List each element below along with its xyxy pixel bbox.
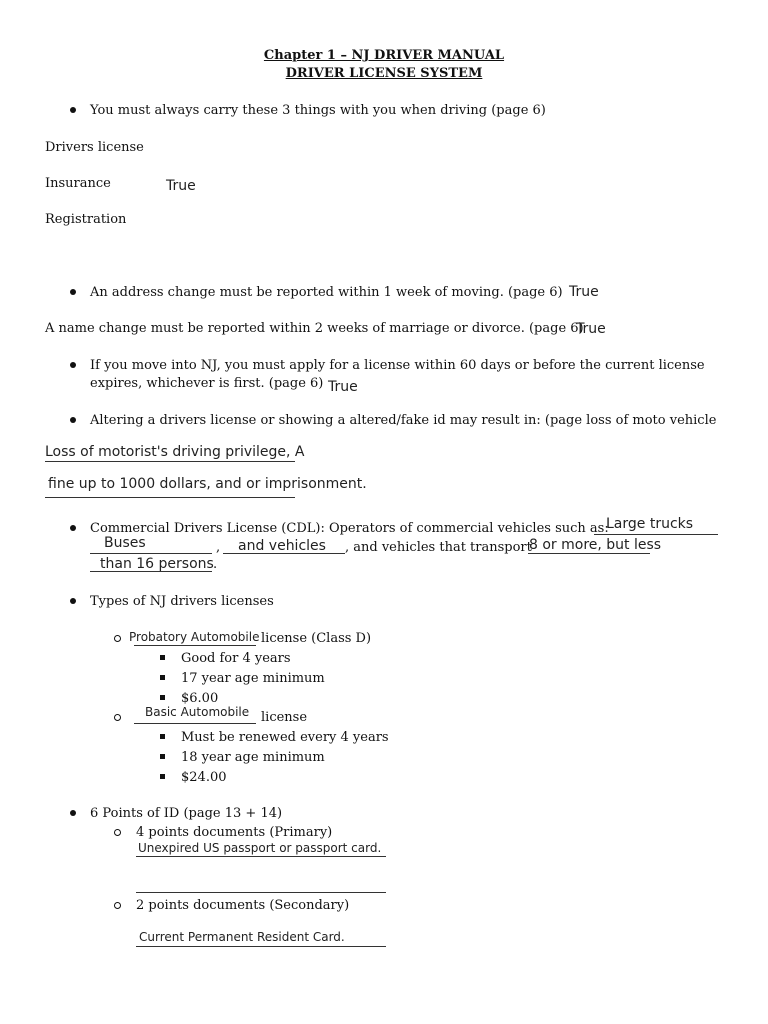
square-bullet-icon [160, 655, 165, 660]
bullet-icon [70, 417, 76, 423]
probatory-detail: $6.00 [181, 691, 219, 706]
probatory-detail: 17 year age minimum [181, 671, 325, 686]
question-name-change: A name change must be reported within 2 weeks of marriage or divorce. (page 6) [45, 321, 584, 336]
square-bullet-icon [160, 734, 165, 739]
basic-detail: Must be renewed every 4 years [181, 730, 389, 745]
license-types-heading: Types of NJ drivers licenses [90, 594, 274, 609]
answer-underline [45, 461, 295, 462]
four-points-label: 4 points documents (Primary) [136, 825, 333, 840]
answer-name-change[interactable]: True [576, 321, 606, 337]
square-bullet-icon [160, 695, 165, 700]
answer-basic-license[interactable]: Basic Automobile [145, 705, 250, 719]
basic-detail: 18 year age minimum [181, 750, 325, 765]
circle-bullet-icon [114, 902, 121, 909]
square-bullet-icon [160, 754, 165, 759]
page-subtitle: DRIVER LICENSE SYSTEM [285, 66, 483, 81]
probatory-license-label: license (Class D) [261, 631, 372, 646]
answer-cdl-vehicles[interactable]: and vehicles [238, 538, 326, 554]
points-of-id-heading: 6 Points of ID (page 13 + 14) [90, 806, 283, 821]
bullet-icon [70, 525, 76, 531]
carry-item-insurance: Insurance [45, 176, 111, 191]
answer-underline [136, 946, 386, 947]
answer-underline [90, 553, 212, 554]
carry-item-license: Drivers license [45, 140, 144, 155]
question-address-change: An address change must be reported within 1 week of moving. (page 6) [90, 285, 563, 300]
bullet-icon [70, 810, 76, 816]
basic-detail: $24.00 [181, 770, 227, 785]
circle-bullet-icon [114, 714, 121, 721]
answer-underline [45, 497, 295, 498]
answer-altering-license-line2[interactable]: fine up to 1000 dollars, and or imprisonment. [48, 476, 367, 492]
circle-bullet-icon [114, 635, 121, 642]
basic-license-label: license [261, 710, 308, 725]
answer-move-to-nj[interactable]: True [328, 379, 358, 395]
answer-underline [134, 723, 256, 724]
answer-four-points[interactable]: Unexpired US passport or passport card. [138, 841, 382, 855]
answer-underline [134, 645, 256, 646]
question-cdl: Commercial Drivers License (CDL): Operators of commercial vehicles such as: [90, 521, 609, 536]
cdl-transport-text: , and vehicles that transport [345, 540, 532, 555]
answer-probatory-license[interactable]: Probatory Automobile [129, 630, 260, 644]
page-title: Chapter 1 – NJ DRIVER MANUAL [263, 48, 505, 63]
probatory-detail: Good for 4 years [181, 651, 291, 666]
answer-cdl-than-16[interactable]: than 16 persons [100, 556, 214, 572]
carry-item-registration: Registration [45, 212, 127, 227]
bullet-icon [70, 362, 76, 368]
answer-underline [528, 553, 650, 554]
answer-cdl-buses[interactable]: Buses [104, 535, 146, 551]
question-carry-items: You must always carry these 3 things with you when driving (page 6) [90, 103, 546, 118]
bullet-icon [70, 598, 76, 604]
answer-carry-items[interactable]: True [166, 178, 196, 194]
square-bullet-icon [160, 675, 165, 680]
cdl-period: . [213, 557, 218, 572]
square-bullet-icon [160, 774, 165, 779]
answer-cdl-eight-or-more[interactable]: 8 or more, but less [529, 537, 662, 553]
bullet-icon [70, 107, 76, 113]
answer-address-change[interactable]: True [569, 284, 599, 300]
answer-cdl-large-trucks[interactable]: Large trucks [606, 516, 694, 532]
cdl-comma: , [216, 540, 221, 555]
answer-underline [594, 534, 718, 535]
answer-underline [136, 892, 386, 893]
two-points-label: 2 points documents (Secondary) [136, 898, 350, 913]
question-move-to-nj-line1: If you move into NJ, you must apply for a license within 60 days or before the current license [90, 358, 705, 373]
answer-two-points[interactable]: Current Permanent Resident Card. [139, 930, 345, 944]
question-altering-license: Altering a drivers license or showing a altered/fake id may result in: (page loss of moto vehicle [90, 413, 717, 428]
answer-altering-license-line1[interactable]: Loss of motorist's driving privilege, A [45, 444, 305, 460]
circle-bullet-icon [114, 829, 121, 836]
answer-underline [136, 856, 386, 857]
bullet-icon [70, 289, 76, 295]
question-move-to-nj-line2: expires, whichever is first. (page 6) [90, 376, 324, 391]
